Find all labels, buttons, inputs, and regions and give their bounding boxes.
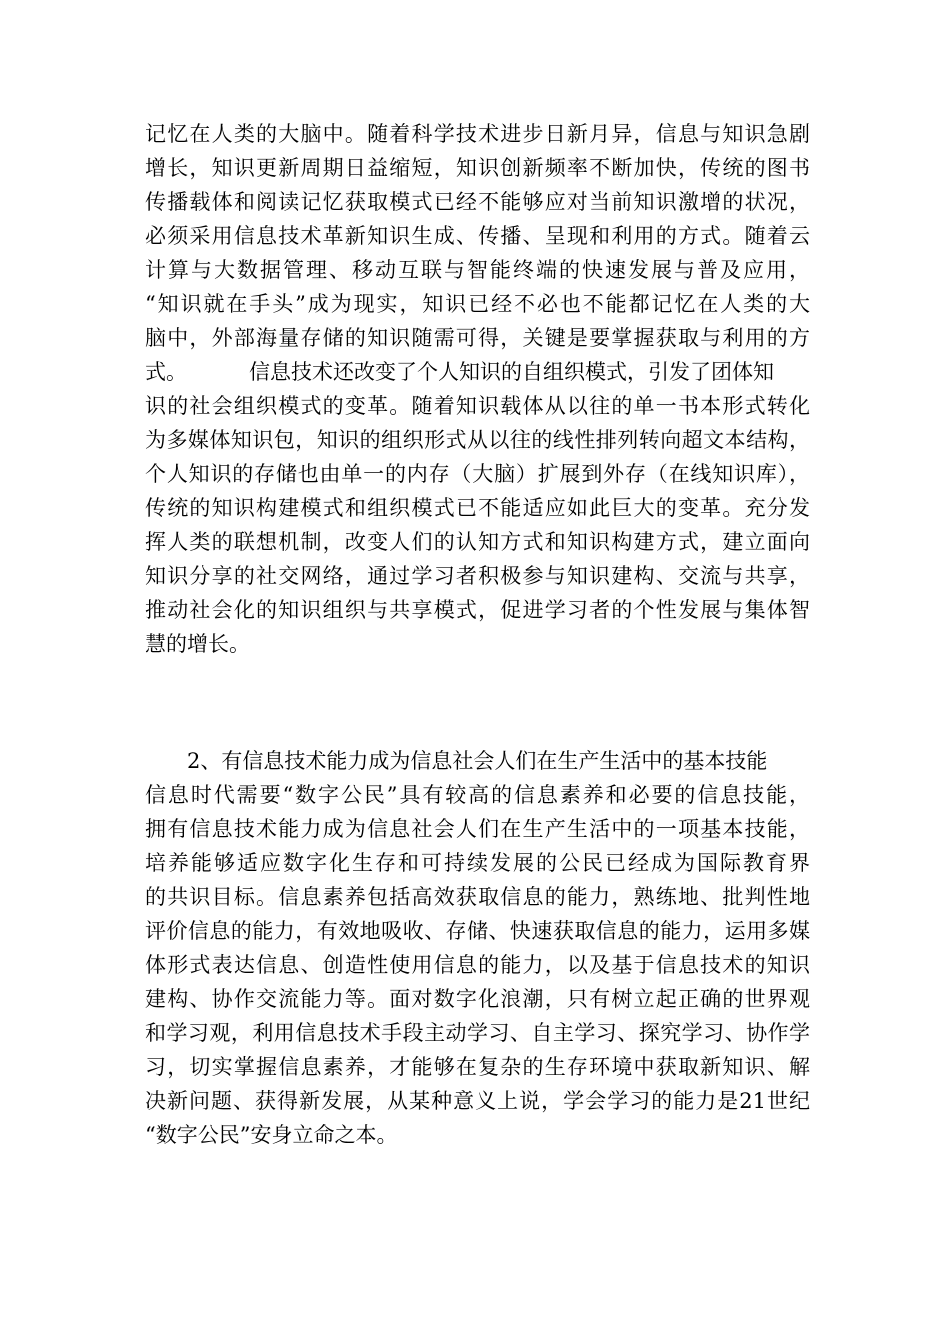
text-line: 挥人类的联想机制，改变人们的认知方式和知识构建方式，建立面向 [145,530,810,554]
text-line: 慧的增长。 [145,632,250,656]
text-line: 和学习观，利用信息技术手段主动学习、自主学习、探究学习、协作学 [145,1021,810,1045]
text-line: 信息时代需要“数字公民”具有较高的信息素养和必要的信息技能， [145,783,810,807]
text-line: “数字公民”安身立命之本。 [145,1123,398,1147]
text-line: 决新问题、获得新发展，从某种意义上说，学会学习的能力是21世纪 [145,1089,810,1113]
text-line: 传统的知识构建模式和组织模式已不能适应如此巨大的变革。充分发 [145,496,810,520]
text-line: 识的社会组织模式的变革。随着知识载体从以往的单一书本形式转化 [145,394,810,418]
section-heading: 2、有信息技术能力成为信息社会人们在生产生活中的基本技能 [187,749,768,773]
text-segment: 式。 [145,360,187,384]
paragraph-knowledge-organization [145,117,810,661]
text-line: 为多媒体知识包，知识的组织形式从以往的线性排列转向超文本结构， [145,428,810,452]
paragraph-it-ability [145,744,810,1152]
text-line: 计算与大数据管理、移动互联与智能终端的快速发展与普及应用， [145,258,810,282]
text-line: 个人知识的存储也由单一的内存（大脑）扩展到外存（在线知识库）， [145,462,810,486]
text-line: 体形式表达信息、创造性使用信息的能力，以及基于信息技术的知识 [145,953,810,977]
text-line: 的共识目标。信息素养包括高效获取信息的能力，熟练地、批判性地 [145,885,810,909]
text-line: 建构、协作交流能力等。面对数字化浪潮，只有树立起正确的世界观 [145,987,810,1011]
text-line: “知识就在手头”成为现实，知识已经不必也不能都记忆在人类的大 [145,292,810,316]
text-line: 拥有信息技术能力成为信息社会人们在生产生活中的一项基本技能， [145,817,810,841]
text-line-with-new-paragraph [145,355,810,389]
text-line: 推动社会化的知识组织与共享模式，促进学习者的个性发展与集体智 [145,598,810,622]
text-line: 评价信息的能力，有效地吸收、存储、快速获取信息的能力，运用多媒 [145,919,810,943]
text-segment: 信息技术还改变了个人知识的自组织模式，引发了团体知 [249,360,774,384]
text-line: 必须采用信息技术革新知识生成、传播、呈现和利用的方式。随着云 [145,224,810,248]
text-line: 脑中，外部海量存储的知识随需可得，关键是要掌握获取与利用的方 [145,326,810,350]
text-line: 习，切实掌握信息素养，才能够在复杂的生存环境中获取新知识、解 [145,1055,810,1079]
text-line: 增长，知识更新周期日益缩短，知识创新频率不断加快，传统的图书 [145,156,810,180]
text-line: 传播载体和阅读记忆获取模式已经不能够应对当前知识激增的状况， [145,190,810,214]
text-line: 培养能够适应数字化生存和可持续发展的公民已经成为国际教育界 [145,851,810,875]
text-line: 记忆在人类的大脑中。随着科学技术进步日新月异，信息与知识急剧 [145,122,810,146]
text-line: 知识分享的社交网络，通过学习者积极参与知识建构、交流与共享， [145,564,810,588]
